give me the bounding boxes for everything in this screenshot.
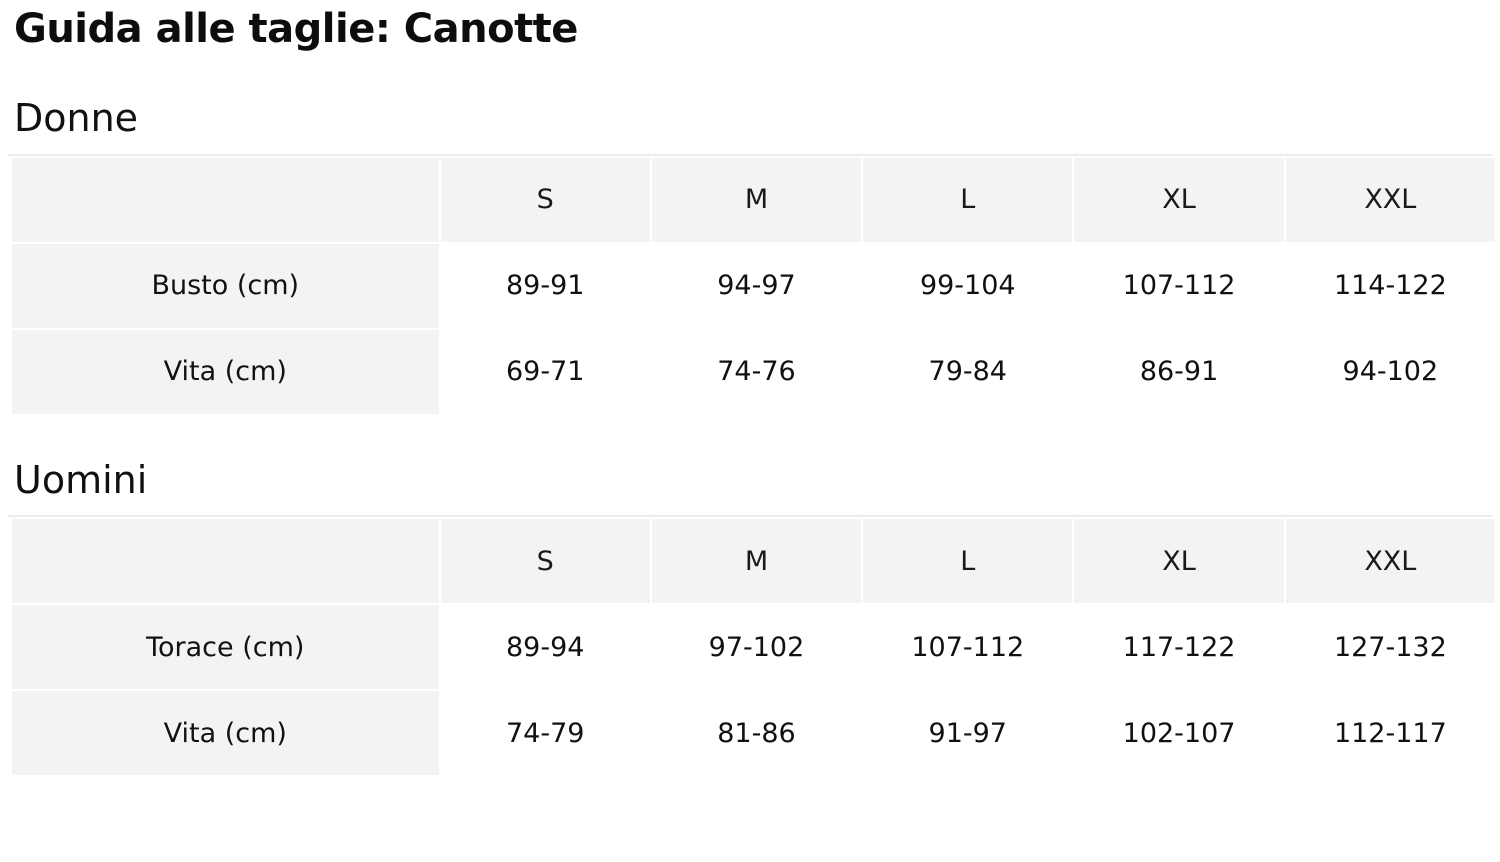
table-cell: 117-122 (1073, 604, 1284, 690)
column-header-l: L (862, 157, 1073, 243)
section-heading-men: Uomini (14, 457, 148, 502)
table-cell: 79-84 (862, 329, 1073, 415)
table-cell: 127-132 (1285, 604, 1496, 690)
column-header-xxl: XXL (1285, 157, 1496, 243)
table-cell: 69-71 (440, 329, 651, 415)
table-cell: 107-112 (862, 604, 1073, 690)
size-table-men-wrapper (8, 515, 1492, 777)
column-header-s: S (440, 518, 651, 604)
table-cell: 89-91 (440, 243, 651, 329)
column-header-xxl: XXL (1285, 518, 1496, 604)
table-cell: 74-76 (651, 329, 862, 415)
section-heading-women: Donne (14, 96, 139, 140)
row-label: Torace (cm) (11, 604, 440, 690)
table-cell: 99-104 (862, 243, 1073, 329)
row-label: Busto (cm) (11, 243, 440, 329)
table-header-row (11, 518, 1496, 604)
table-row (11, 604, 1496, 690)
table-cell: 81-86 (651, 690, 862, 776)
table-cell: 107-112 (1073, 243, 1284, 329)
column-header-m: M (651, 157, 862, 243)
table-cell: 102-107 (1073, 690, 1284, 776)
table-cell: 91-97 (862, 690, 1073, 776)
table-cell: 94-97 (651, 243, 862, 329)
table-cell: 112-117 (1285, 690, 1496, 776)
table-cell: 114-122 (1285, 243, 1496, 329)
column-header-s: S (440, 157, 651, 243)
column-header-xl: XL (1073, 518, 1284, 604)
column-header-xl: XL (1073, 157, 1284, 243)
table-header-row (11, 157, 1496, 243)
table-cell: 94-102 (1285, 329, 1496, 415)
row-label: Vita (cm) (11, 690, 440, 776)
table-cell: 89-94 (440, 604, 651, 690)
column-header-m: M (651, 518, 862, 604)
size-table-women (10, 156, 1497, 416)
table-row (11, 690, 1496, 776)
table-corner-cell (11, 518, 440, 604)
size-table-men (10, 517, 1497, 777)
table-corner-cell (11, 157, 440, 243)
table-cell: 74-79 (440, 690, 651, 776)
table-row (11, 243, 1496, 329)
table-cell: 86-91 (1073, 329, 1284, 415)
row-label: Vita (cm) (11, 329, 440, 415)
size-table-women-wrapper (8, 154, 1492, 416)
page-title: Guida alle taglie: Canotte (14, 6, 578, 52)
table-cell: 97-102 (651, 604, 862, 690)
column-header-l: L (862, 518, 1073, 604)
table-row (11, 329, 1496, 415)
